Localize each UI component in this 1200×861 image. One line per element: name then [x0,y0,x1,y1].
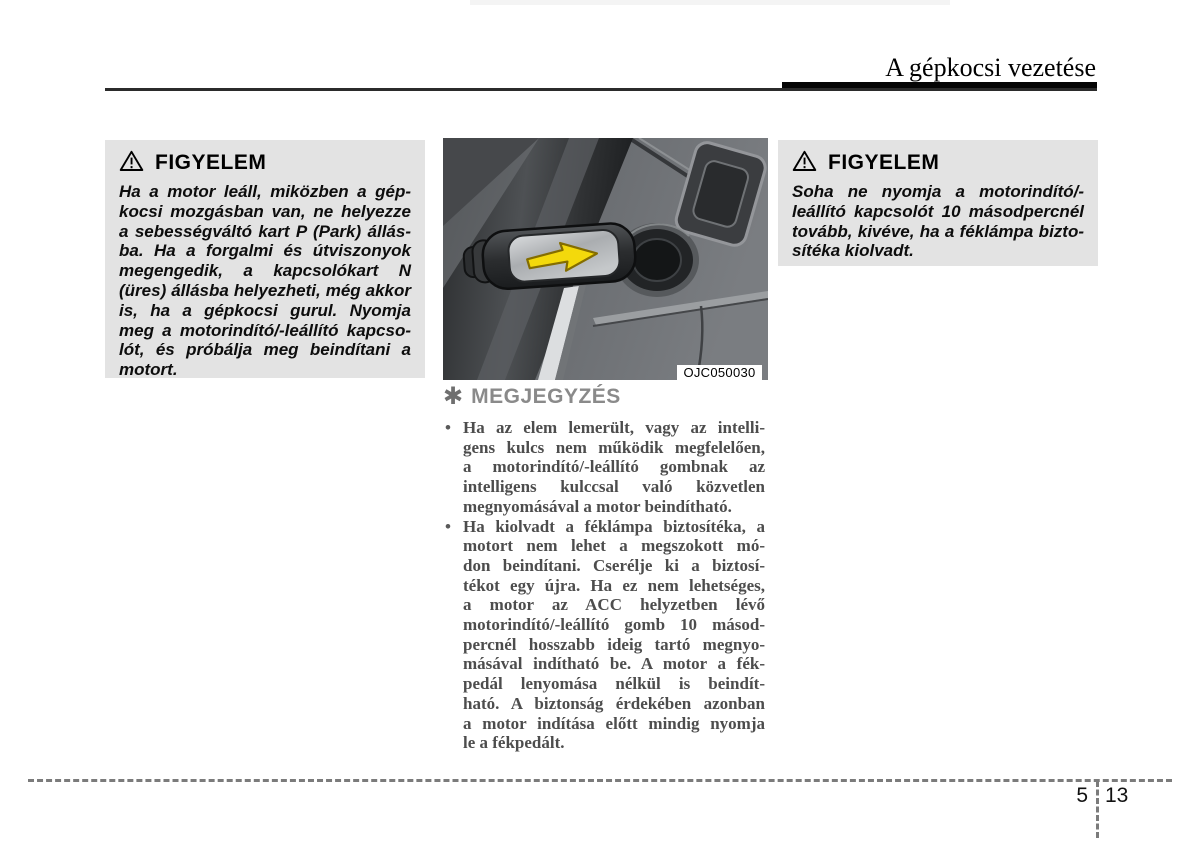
warning-box-left [105,140,425,378]
note-section [443,384,765,753]
warning-body: Soha ne nyomja a motorindító/- leállító kapcsolót 10 másodpercnél tovább, kivéve, ha a féklámpa bizto- sítéka kiolvadt. [792,182,1084,261]
note-header [443,384,765,410]
warning-triangle-icon [792,150,817,177]
asterisk-icon: ✱ [443,383,464,410]
warning-title: FIGYELEM [155,151,267,174]
warning-header [119,150,411,176]
warning-header [792,150,1084,176]
note-bullet-text: Ha az elem lemerült, vagy az intelli- gens kulcs nem működik megfelelően, a motorindító/-leállító gombnak az intelligens kulccsal való közvetlen megnyomásával a motor beindítható. [463,418,765,516]
scan-artifact-band [470,0,950,5]
bullet-icon: • [445,516,451,536]
note-bullet-text: Ha kiolvadt a féklámpa biztosítéka, a motort nem lehet a megszokott mó- don beindítani. Cserélje ki a biztosí- tékot egy újra. Ha ez nem lehetséges, a motor az ACC helyzetben lévő motorindító/-leállító gomb 10 másod- percnél hosszabb ideig tartó megnyo- másával indítható be. A motor a fék- pedál lenyomása nélkül is beindít- ható. A biztonság érdekében azonban a motor indítása előtt mindig nyomja le a fékpedált. [463,516,765,753]
key-fob-photo-illustration [443,138,768,380]
page-number-page: 13 [1105,784,1129,807]
page-number-section: 5 [1076,784,1088,807]
warning-triangle-icon [119,150,144,177]
note-bullet [443,418,765,517]
warning-box-right [778,140,1098,266]
note-title: MEGJEGYZÉS [471,385,621,408]
bullet-icon: • [445,418,451,437]
figure-key-start-button [443,138,768,380]
page-title: A gépkocsi vezetése [885,53,1096,82]
note-bullet-list [443,418,765,753]
note-bullet [443,517,765,753]
warning-title: FIGYELEM [828,151,940,174]
footer-dashed-rule [28,779,1172,782]
footer-page-divider [1096,781,1099,838]
figure-code-label: OJC050030 [677,365,762,380]
header-rule-thin [105,88,1097,91]
warning-body: Ha a motor leáll, miközben a gép- kocsi mozgásban van, ne helyezze a sebességváltó kart P (Park) állás- ba. Ha a forgalmi és útviszonyok megengedik, a kapcsolókart N (üres) állásba helyezheti, még akkor is, ha a gépkocsi gurul. Nyomja meg a motorindító/-leállító kapcso- lót, és próbálja meg beindítani a motort. [119,182,411,378]
